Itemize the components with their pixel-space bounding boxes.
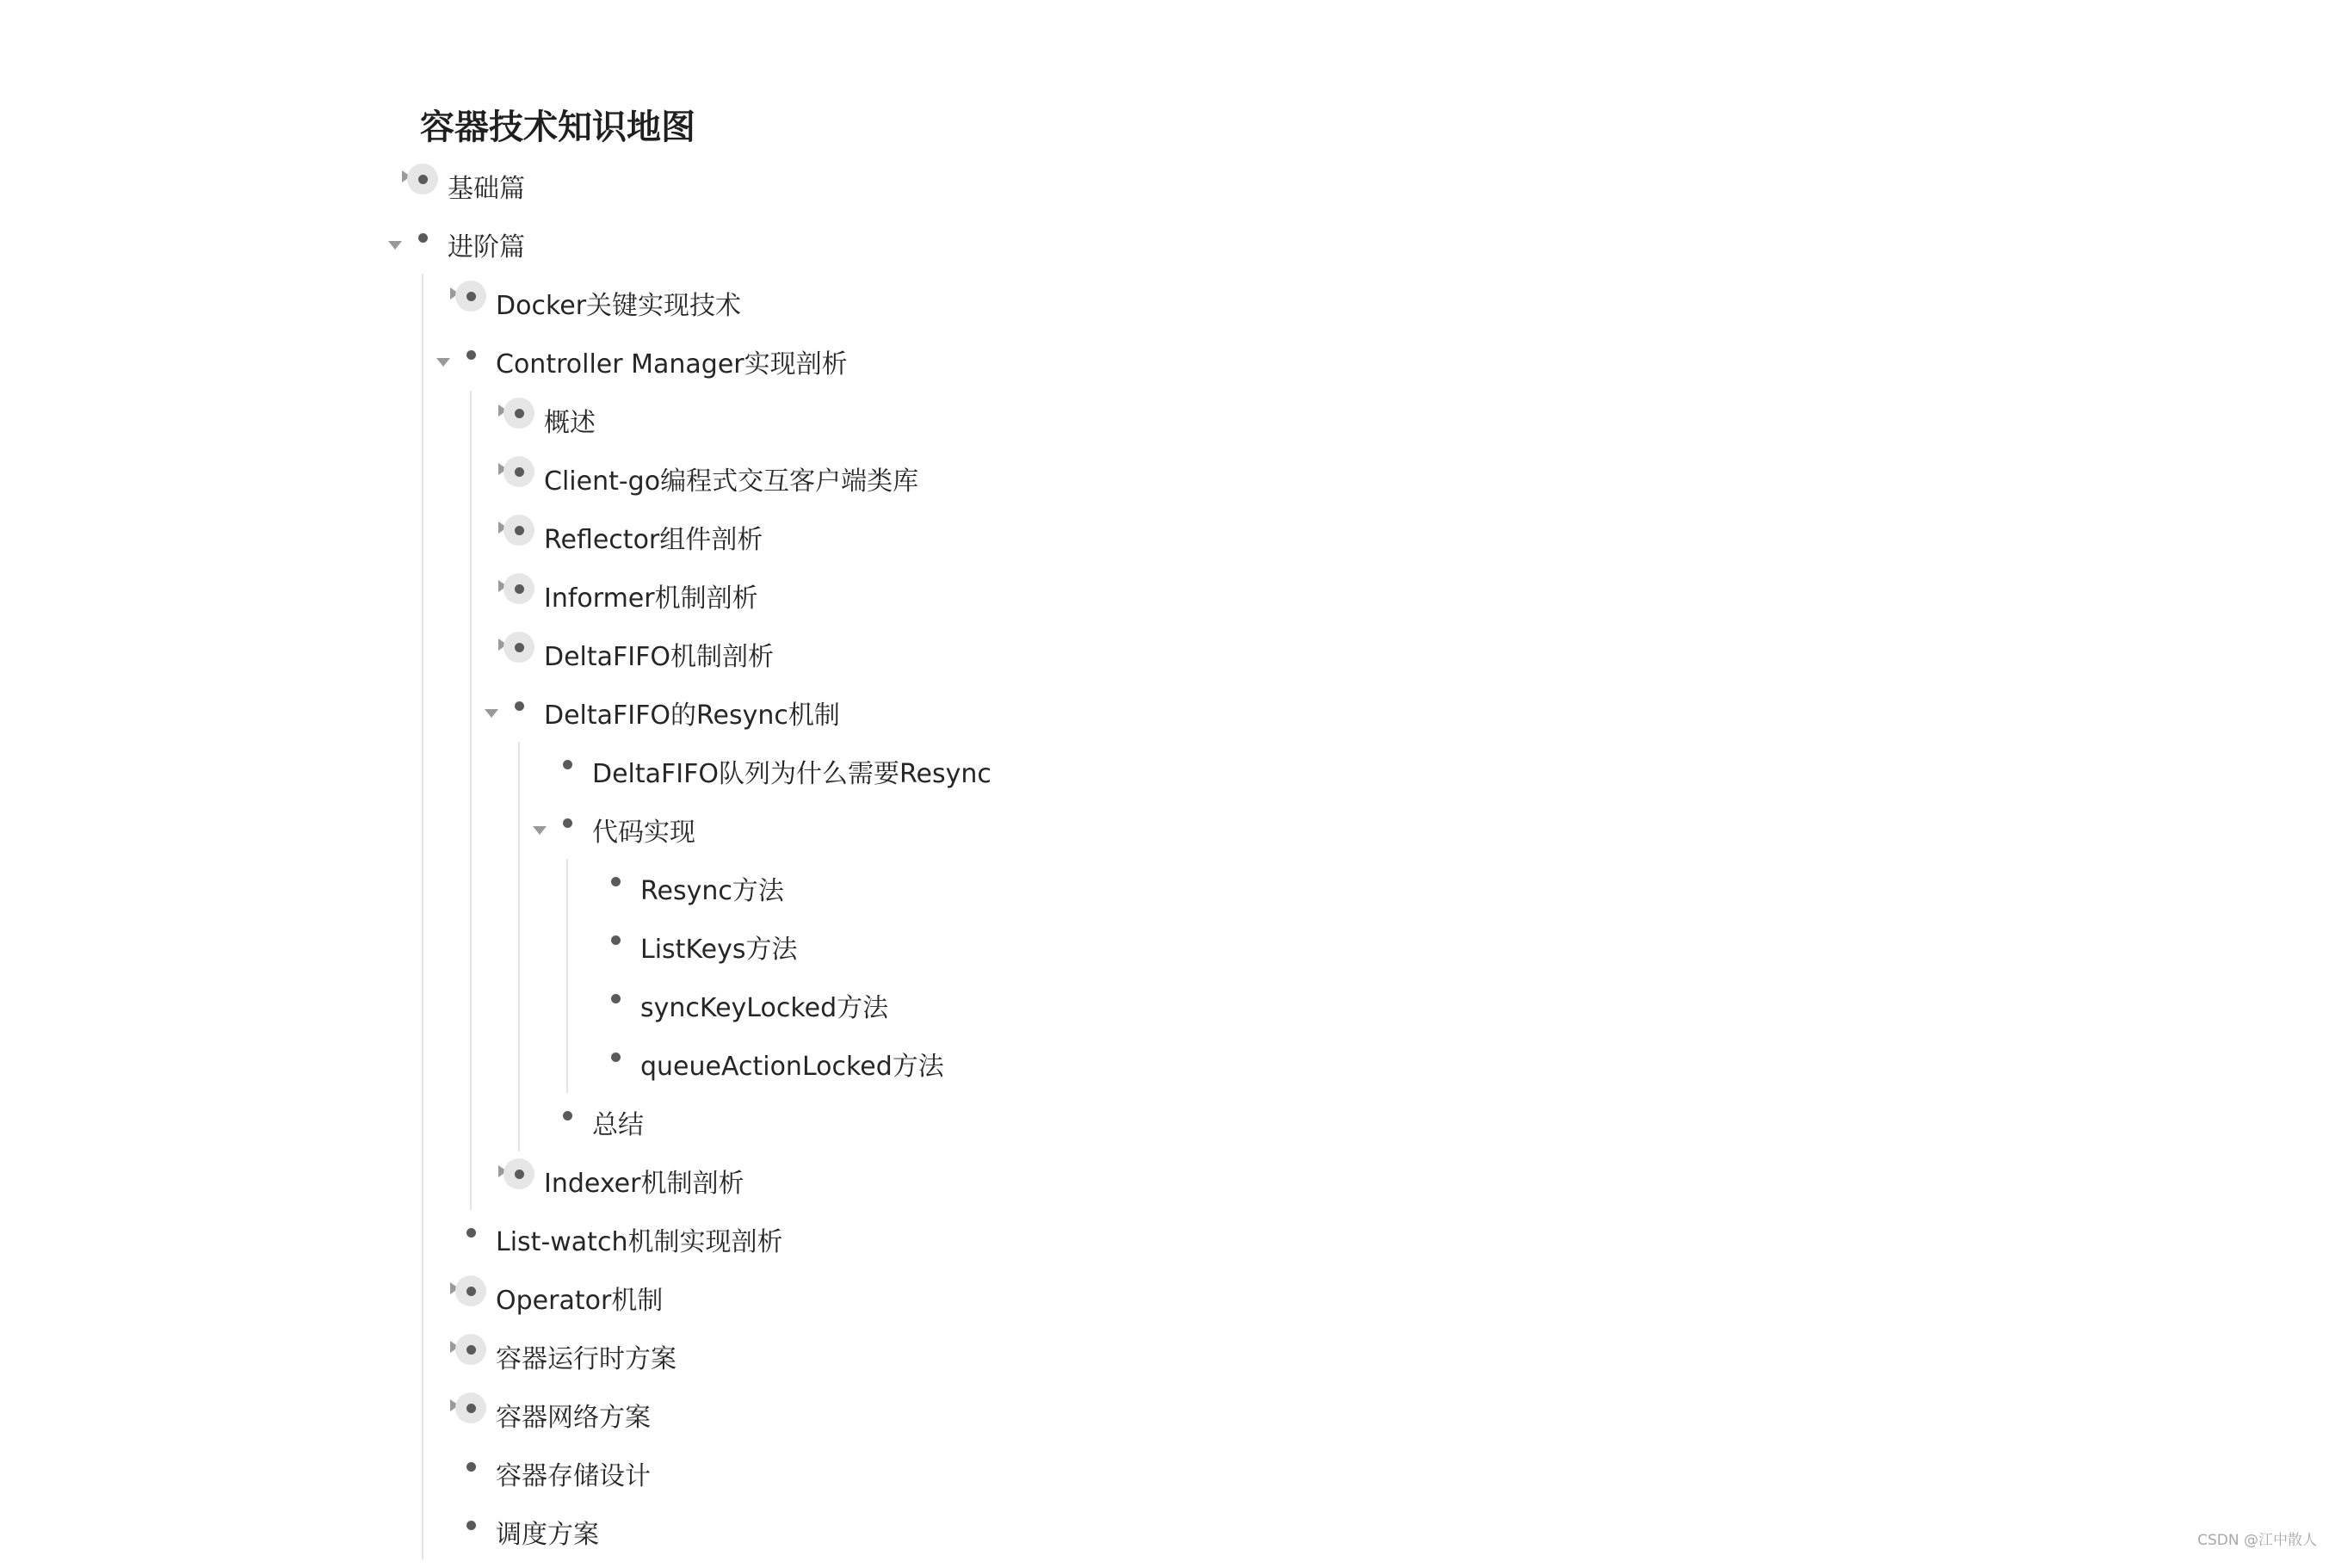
indent-guide <box>470 391 472 1210</box>
outline-item[interactable] <box>0 1334 2329 1392</box>
outline-item[interactable] <box>0 573 2329 632</box>
outline-item[interactable] <box>0 339 2329 398</box>
outline-item[interactable] <box>0 1217 2329 1275</box>
bullet-icon[interactable] <box>600 866 631 897</box>
collapsed-bullet-icon[interactable] <box>455 1392 486 1423</box>
outline-item-label[interactable]: 容器网络方案 <box>496 1403 651 1433</box>
outline-item-label[interactable]: Operator机制 <box>496 1286 664 1316</box>
outline-item-label[interactable]: Reflector组件剖析 <box>544 525 763 555</box>
bullet-icon[interactable] <box>552 807 583 838</box>
bullet-icon[interactable] <box>552 1100 583 1131</box>
outline-item[interactable] <box>0 924 2329 983</box>
bullet-icon[interactable] <box>503 690 534 721</box>
collapsed-bullet-icon[interactable] <box>503 515 534 546</box>
outline-item[interactable] <box>0 983 2329 1041</box>
bullet-icon[interactable] <box>600 983 631 1014</box>
collapsed-bullet-icon[interactable] <box>503 398 534 429</box>
outline-item[interactable] <box>0 632 2329 690</box>
outline-item[interactable] <box>0 1392 2329 1451</box>
outline-item-label[interactable]: 概述 <box>544 408 596 438</box>
watermark: CSDN @江中散人 <box>2197 1532 2317 1549</box>
outline-item-label[interactable]: Controller Manager实现剖析 <box>496 349 848 380</box>
outline-item-label[interactable]: List-watch机制实现剖析 <box>496 1227 783 1257</box>
outline-item[interactable] <box>0 1158 2329 1217</box>
outline-item-label[interactable]: 总结 <box>592 1110 644 1140</box>
outline-item-label[interactable]: Docker关键实现技术 <box>496 291 742 321</box>
outline-item[interactable] <box>0 1041 2329 1100</box>
outline-item-label[interactable]: 基础篇 <box>448 174 525 204</box>
collapsed-bullet-icon[interactable] <box>503 573 534 604</box>
outline-item[interactable] <box>0 456 2329 515</box>
outline-item-label[interactable]: 调度方案 <box>496 1520 599 1550</box>
bullet-icon[interactable] <box>407 222 438 253</box>
outline-item-label[interactable]: queueActionLocked方法 <box>640 1052 944 1082</box>
outline-item[interactable] <box>0 164 2329 222</box>
page-title: 容器技术知识地图 <box>420 108 695 147</box>
outline-item[interactable] <box>0 1100 2329 1158</box>
outline-item-label[interactable]: Informer机制剖析 <box>544 583 758 614</box>
bullet-icon[interactable] <box>600 924 631 955</box>
bullet-icon[interactable] <box>455 1451 486 1482</box>
collapse-toggle-icon[interactable] <box>479 690 503 749</box>
collapsed-bullet-icon[interactable] <box>455 281 486 312</box>
collapsed-bullet-icon[interactable] <box>503 456 534 487</box>
outline-item[interactable] <box>0 1451 2329 1509</box>
outline-item[interactable] <box>0 281 2329 339</box>
outline-item-label[interactable]: 容器存储设计 <box>496 1461 651 1491</box>
outline-item[interactable] <box>0 749 2329 807</box>
bullet-icon[interactable] <box>455 1509 486 1540</box>
bullet-icon[interactable] <box>455 1217 486 1248</box>
indent-guide <box>422 274 423 1559</box>
collapse-toggle-icon[interactable] <box>431 339 455 398</box>
collapse-toggle-icon[interactable] <box>528 807 552 866</box>
collapsed-bullet-icon[interactable] <box>503 632 534 663</box>
outline-item[interactable] <box>0 222 2329 281</box>
outline-item[interactable] <box>0 807 2329 866</box>
indent-guide <box>518 742 520 1151</box>
bullet-icon[interactable] <box>600 1041 631 1072</box>
bullet-icon[interactable] <box>552 749 583 780</box>
outline-item-label[interactable]: DeltaFIFO队列为什么需要Resync <box>592 759 992 789</box>
outline-item-label[interactable]: Resync方法 <box>640 876 784 906</box>
collapse-toggle-icon[interactable] <box>383 222 407 281</box>
outline-item-label[interactable]: Indexer机制剖析 <box>544 1169 744 1199</box>
outline-item[interactable] <box>0 866 2329 924</box>
indent-guide <box>566 859 568 1093</box>
outline-item-label[interactable]: 容器运行时方案 <box>496 1344 676 1374</box>
outline-item[interactable] <box>0 398 2329 456</box>
outline-item-label[interactable]: syncKeyLocked方法 <box>640 993 889 1023</box>
outline-item-label[interactable]: 进阶篇 <box>448 232 525 262</box>
outline-item[interactable] <box>0 1275 2329 1334</box>
outline-item[interactable] <box>0 690 2329 749</box>
outline-item-label[interactable]: 代码实现 <box>592 818 695 848</box>
collapsed-bullet-icon[interactable] <box>503 1158 534 1189</box>
collapsed-bullet-icon[interactable] <box>407 164 438 194</box>
outline-item[interactable] <box>0 515 2329 573</box>
bullet-icon[interactable] <box>455 339 486 370</box>
outline-item-label[interactable]: DeltaFIFO的Resync机制 <box>544 701 840 731</box>
outline-item-label[interactable]: Client-go编程式交互客户端类库 <box>544 466 919 497</box>
collapsed-bullet-icon[interactable] <box>455 1334 486 1365</box>
outline-item-label[interactable]: DeltaFIFO机制剖析 <box>544 642 775 672</box>
outline-item-label[interactable]: ListKeys方法 <box>640 935 798 965</box>
collapsed-bullet-icon[interactable] <box>455 1275 486 1306</box>
